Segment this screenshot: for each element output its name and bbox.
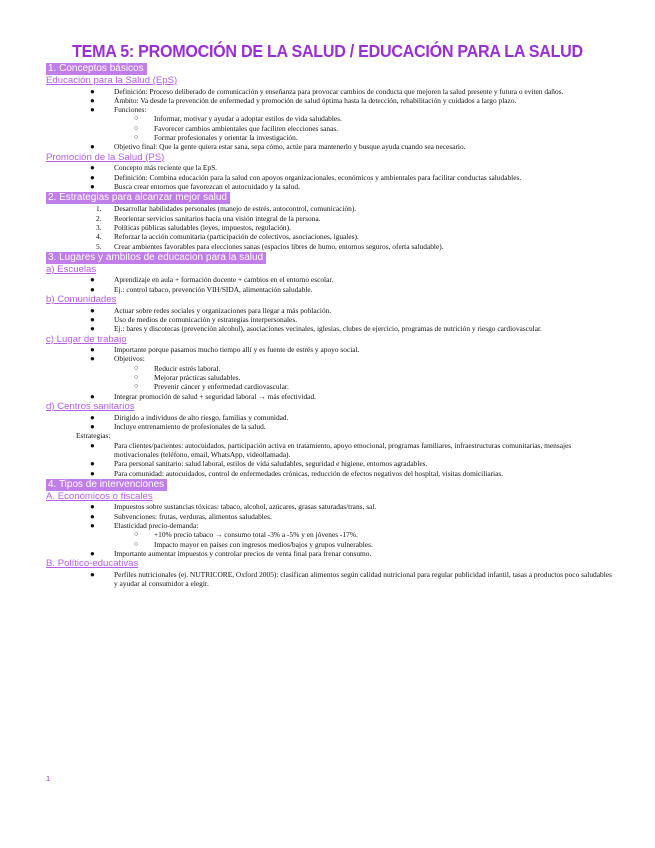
bullet-icon: ●: [90, 345, 95, 355]
document-body: [46, 62, 612, 588]
estrategias-label: Estrategias:: [76, 431, 111, 441]
bullet-icon: ●: [90, 314, 95, 324]
bullet-icon: ●: [90, 275, 95, 285]
list-item: ○ +10% precio tabaco → consumo total -3% a -5% y en jóvenes -17%.: [134, 530, 358, 540]
list-item: ● Incluye entrenamiento de profesionales de la salud.: [90, 421, 266, 431]
list-item: ● Uso de medios de comunicación y estrategias interpersonales.: [90, 314, 298, 324]
subheading-economicos: A. Económicos o fiscales: [46, 490, 153, 502]
estrategias-list: [46, 204, 612, 251]
economicos-list: [46, 502, 612, 558]
circle-bullet-icon: ○: [134, 373, 139, 382]
subheading-trabajo: c) Lugar de trabajo: [46, 333, 127, 345]
trabajo-list: [46, 345, 612, 401]
list-item: 3. Políticas públicas saludables (leyes, impuestos, regulación).: [96, 222, 291, 232]
list-item: ● Importante porque pasamos mucho tiempo allí y es fuente de estrés y apoyo social.: [90, 345, 360, 355]
bullet-icon: ●: [90, 520, 95, 530]
list-item: ● Ej.: bares y discotecas (prevención alcohol), asociaciones vecinales, iglesias, clubes de ejercicio, programas de nutrición y riesgo cardiovascular.: [90, 324, 542, 334]
list-item: ● Objetivos: ○ Reducir estrés laboral. ○ Mejorar prácticas saludables. ○ Prevenir cáncer y enfermedad cardiovascular.: [46, 354, 612, 391]
list-item: ● Elasticidad precio-demanda: ○ +10% precio tabaco → consumo total -3% a -5% y en jóvenes -17%. ○ Impacto mayor en países con ingresos medios/bajos y grupos vulnerables.: [46, 521, 612, 549]
list-item: ● Para clientes/pacientes: autocuidados, participación activa en tratamiento, apoyo emocional, programas familiares, infraestructuras comunitarias, mensajes motivacionales (teléfono, email, WhatsApp, videollamada).: [90, 440, 572, 459]
list-item: ● Aprendizaje en aula + formación docente + cambios en el entorno escolar.: [90, 275, 334, 285]
comunidades-list: [46, 306, 612, 334]
list-item: ● Objetivo final: Que la gente quiera estar sana, sepa cómo, actúe para mantenerlo y busque ayuda cuando sea necesario.: [90, 142, 466, 152]
bullet-icon: ●: [90, 459, 95, 469]
list-item: ● Ámbito: Va desde la prevención de enfermedad y promoción de salud óptima hasta la detección, rehabilitación y cuidados a largo plazo.: [90, 95, 517, 105]
escuelas-list: [46, 275, 612, 294]
list-item: ○ Impacto mayor en países con ingresos medios/bajos y grupos vulnerables.: [134, 539, 373, 549]
centros-estrategias-list: [46, 441, 612, 478]
bullet-icon: ●: [90, 305, 95, 315]
bullet-icon: ●: [90, 95, 95, 105]
list-item: ○ Formar profesionales y orientar la investigación.: [134, 133, 298, 143]
list-item: ● Impuestos sobre sustancias tóxicas: tabaco, alcohol, azúcares, grasas saturadas/trans, sal.: [90, 502, 377, 512]
list-item: ○ Informar, motivar y ayudar a adoptar estilos de vida saludables.: [134, 114, 342, 124]
list-item: ● Actuar sobre redes sociales y organizaciones para llegar a más población.: [90, 305, 332, 315]
list-item: ● Funciones: ○ Informar, motivar y ayudar a adoptar estilos de vida saludables. ○ Favorecer cambios ambientales que faciliten elecciones sanas. ○ Formar profesionales y orientar la investigación.: [46, 105, 612, 142]
list-item: 2. Reorientar servicios sanitarios hacia una visión integral de la persona.: [96, 213, 321, 223]
list-item: ● Concepto más reciente que la EpS.: [90, 163, 218, 173]
bullet-icon: ●: [90, 412, 95, 422]
bullet-icon: ●: [90, 354, 95, 364]
bullet-icon: ●: [90, 142, 95, 152]
circle-bullet-icon: ○: [134, 123, 139, 132]
list-item: ● Para personal sanitario: salud laboral, estilos de vida saludables, seguridad e higiene, entornos agradables.: [90, 459, 428, 469]
subheading-comunidades: b) Comunidades: [46, 294, 117, 306]
bullet-icon: ●: [90, 105, 95, 115]
list-item: ● Definición: Proceso deliberado de comunicación y enseñanza para provocar cambios de conducta que mejoren la salud presente y futura o eviten daños.: [90, 86, 564, 96]
bullet-icon: ●: [90, 468, 95, 478]
list-item: ○ Favorecer cambios ambientales que faciliten elecciones sanas.: [134, 123, 339, 133]
list-item: ● Definición: Combina educación para la salud con apoyos organizacionales, económicos y ambientales para facilitar conductas saludables.: [90, 172, 522, 182]
bullet-icon: ●: [90, 502, 95, 512]
bullet-icon: ●: [90, 569, 95, 579]
subheading-ps: Promoción de la Salud (PS): [46, 151, 165, 163]
list-item: ○ Prevenir cáncer y enfermedad cardiovascular.: [134, 382, 289, 392]
list-item: ● Para comunidad: autocuidados, control de enfermedades crónicas, reducción de efectos negativos del hospital, visitas domiciliarias.: [90, 468, 504, 478]
politico-list: [46, 570, 612, 589]
bullet-icon: ●: [90, 391, 95, 401]
funciones-list: [114, 114, 612, 142]
list-item: ● Integrar promoción de salud + seguridad laboral → más efectividad.: [90, 391, 317, 401]
bullet-icon: ●: [90, 324, 95, 334]
eps-list: [46, 87, 612, 152]
list-item: ○ Mejorar prácticas saludables.: [134, 373, 241, 383]
subheading-eps: Educación para la Salud (EpS): [46, 75, 178, 86]
section-heading-lugares: 3. Lugares y ambitos de educacion para la salud: [46, 252, 266, 264]
list-item: ● Importante aumentar impuestos y controlar precios de venta final para frenar consumo.: [90, 548, 372, 558]
ps-list: [46, 163, 612, 191]
bullet-icon: ●: [90, 440, 95, 450]
list-item: ○ Reducir estrés laboral.: [134, 363, 221, 373]
subheading-centros: d) Centros sanitarios: [46, 401, 135, 413]
bullet-icon: ●: [90, 284, 95, 294]
list-item: 4. Reforzar la acción comunitaria (participación de colectivos, asociaciones, iguales).: [96, 232, 359, 242]
bullet-icon: ●: [90, 86, 95, 96]
section-heading-conceptos: 1. Conceptos básicos: [46, 63, 147, 75]
bullet-icon: ●: [90, 511, 95, 521]
list-item: ● Subvenciones: frutas, verduras, alimentos saludables.: [90, 511, 272, 521]
subheading-politico: B. Político-educativas: [46, 558, 139, 570]
subheading-escuelas: a) Escuelas: [46, 263, 97, 275]
section-heading-estrategias: 2. Estrategias para alcanzar mejor salud: [46, 192, 230, 204]
circle-bullet-icon: ○: [134, 530, 139, 539]
page-title: TEMA 5: PROMOCIÓN DE LA SALUD / EDUCACIÓN PARA LA SALUD: [72, 41, 583, 61]
circle-bullet-icon: ○: [134, 114, 139, 123]
list-item: 1. Desarrollar habilidades personales (manejo de estrés, autocontrol, comunicación).: [96, 204, 357, 214]
list-item: ● Perfiles nutricionales (ej. NUTRICORE, Oxford 2005): clasifican alimentos según calidad nutricional para regular publicidad infantil, tasas a productos poco saludables y ayudar al consumidor a elegir.: [90, 569, 612, 589]
circle-bullet-icon: ○: [134, 363, 139, 372]
centros-list: [46, 413, 612, 432]
circle-bullet-icon: ○: [134, 539, 139, 548]
elasticidad-list: [114, 530, 612, 549]
list-item: ● Dirigido a individuos de alto riesgo, familias y comunidad.: [90, 412, 289, 422]
bullet-icon: ●: [90, 548, 95, 558]
page-number: 1: [46, 774, 51, 783]
circle-bullet-icon: ○: [134, 133, 139, 142]
list-item: ● Busca crear entornos que favorezcan el autocuidado y la salud.: [90, 181, 300, 191]
section-heading-intervenciones: 4. Tipos de intervenciones: [46, 479, 167, 491]
circle-bullet-icon: ○: [134, 382, 139, 391]
bullet-icon: ●: [90, 172, 95, 182]
bullet-icon: ●: [90, 163, 95, 173]
objetivos-list: [114, 364, 612, 392]
bullet-icon: ●: [90, 181, 95, 191]
list-item: ● Ej.: control tabaco, prevención VIH/SIDA, alimentación saludable.: [90, 284, 313, 294]
list-item: 5. Crear ambientes favorables para elecciones sanas (espacios libres de humo, entornos seguros, oferta saludable).: [96, 241, 444, 251]
bullet-icon: ●: [90, 421, 95, 431]
